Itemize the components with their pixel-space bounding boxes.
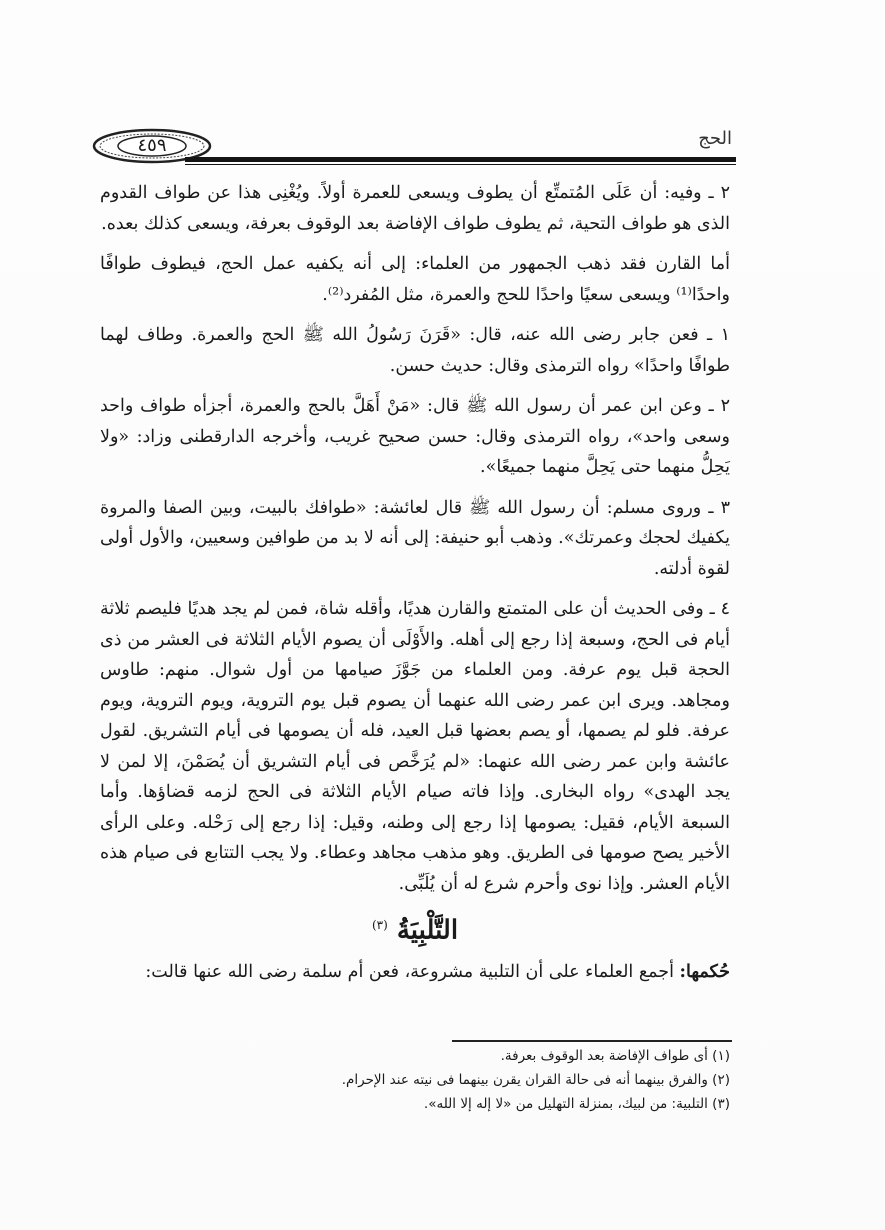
footnote-rule [452, 1040, 732, 1042]
paragraph [100, 957, 730, 988]
paragraph: ٢ ـ وعن ابن عمر أن رسول الله ﷺ قال: «مَنْ أَهَلَّ بالحج والعمرة، أجزأه طواف واحد وسعى واحد»، رواه الترمذى وقال: حسن صحيح غريب، وأخرجه الدارقطنى وزاد: «ولا يَحِلُّ منهما حتى يَحِلَّ منهما جميعًا». [100, 396, 730, 477]
header-rule [185, 157, 736, 162]
paragraph: ١ ـ فعن جابر رضى الله عنه، قال: «قَرَنَ رَسُولُ الله ﷺ الحج والعمرة. وطاف لهما طوافًا واحدًا» رواه الترمذى وقال: حديث حسن. [100, 325, 730, 376]
footnote: (١) أى طواف الإفاضة بعد الوقوف بعرفة. [500, 1048, 730, 1064]
heading-footnote-marker: (٣) [371, 918, 388, 932]
footnote: (٣) التلبية: من لبيك، بمنزلة التهليل من «لا إله إلا الله». [423, 1096, 730, 1112]
page-header [90, 122, 736, 172]
paragraph: أما القارن فقد ذهب الجمهور من العلماء: إلى أنه يكفيه عمل الحج، فيطوف طوافًا واحدًا⁽¹⁾ ويسعى سعيًا واحدًا للحج والعمرة، مثل المُفرد⁽²⁾. [100, 254, 730, 305]
footnote: (٢) والفرق بينهما أنه فى حالة القران يقرن بينهما فى نيته عند الإحرام. [341, 1072, 730, 1088]
paragraph: ٢ ـ وفيه: أن عَلَى المُتمتِّع أن يطوف ويسعى للعمرة أولاً. ويُغْنِى هذا عن طواف القدوم الذى هو طواف التحية، ثم يطوف طواف الإفاضة بعد الوقوف بعرفة، ويسعى كذلك بعده. [100, 183, 730, 234]
footnotes [100, 1044, 730, 1116]
paragraph-text: أجمع العلماء على أن التلبية مشروعة، فعن أم سلمة رضى الله عنها قالت: [145, 961, 680, 982]
section-heading [100, 905, 730, 951]
page-body [100, 178, 730, 993]
paragraph: ٤ ـ وفى الحديث أن على المتمتع والقارن هديًا، وأقله شاة، فمن لم يجد هديًا فليصم ثلاثة أيام فى الحج، وسبعة إذا رجع إلى أهله. والأَوْلَى أن يصوم الأيام الثلاثة فى العشر من ذى الحجة قبل يوم عرفة. ومن العلماء من جَوَّزَ صيامها من أول شوال. منهم: طاوس ومجاهد. ويرى ابن عمر رضى الله عنهما أن يصوم قبل يوم التروية، ويوم التروية، ويوم عرفة. فلو لم يصمها، أو يصم بعضها قبل العيد، فله أن يصومها فى أيام التشريق. لقول عائشة وابن عمر رضى الله عنهما: «لم يُرَخَّص فى أيام التشريق أن يُصَمْنَ، إلا لمن لا يجد الهدى» رواه البخارى. وإذا فاته صيام الأيام الثلاثة فى الحج لزمه قضاؤها. وأما السبعة الأيام، فقيل: يصومها إذا رجع إلى وطنه، وقيل: إذا رجع إلى رَحْله. وعلى الرأى الأخير يصح صومها فى الطريق. وهو مذهب مجاهد وعطاء. ولا يجب التتابع فى صيام هذه الأيام العشر. وإذا نوى وأحرم شرع له أن يُلَبِّى. [100, 599, 730, 894]
running-title: الحج [698, 128, 732, 149]
header-rule-thin [185, 164, 736, 165]
page-number: ٤٥٩ [137, 135, 167, 156]
heading-text: التَّلْبِيَةُ [396, 915, 459, 946]
lead-word: حُكمها: [679, 961, 730, 982]
paragraph: ٣ ـ وروى مسلم: أن رسول الله ﷺ قال لعائشة: «طوافك بالبيت، وبين الصفا والمروة يكفيك لحجك وعمرتك». وذهب أبو حنيفة: إلى أنه لا بد من طوافين وسعيين، والأول أولى لقوة أدلته. [100, 497, 730, 579]
